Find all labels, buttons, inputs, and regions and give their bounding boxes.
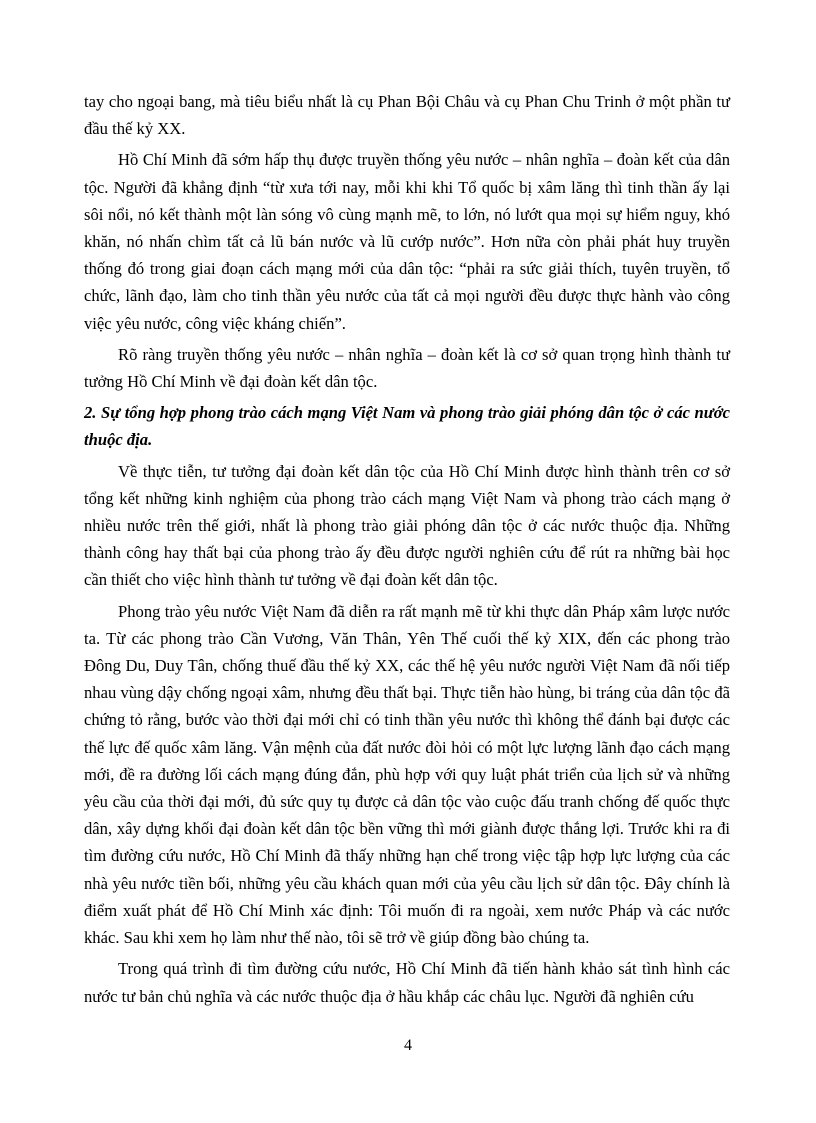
page-number: 4: [404, 1037, 412, 1054]
document-body: [84, 88, 730, 1014]
paragraph-practice: Về thực tiễn, tư tưởng đại đoàn kết dân tộc của Hồ Chí Minh được hình thành trên cơ sở tổng kết những kinh nghiệm của phong trào cách mạng Việt Nam và phong trào cách mạng ở nhiều nước trên thế giới, nhất là phong trào giải phóng dân tộc ở các nước thuộc địa. Những thành công hay thất bại của phong trào ấy đều được người nghiên cứu để rút ra những bài học cần thiết cho việc hình thành tư tưởng về đại đoàn kết dân tộc.: [84, 461, 730, 590]
paragraph-conclusion: Rõ ràng truyền thống yêu nước – nhân nghĩa – đoàn kết là cơ sở quan trọng hình thành tư tưởng Hồ Chí Minh về đại đoàn kết dân tộc.: [84, 344, 730, 392]
section-heading: 2. Sự tổng hợp phong trào cách mạng Việt Nam và phong trào giải phóng dân tộc ở các nước thuộc địa.: [84, 403, 730, 450]
paragraph-movement: Phong trào yêu nước Việt Nam đã diễn ra rất mạnh mẽ từ khi thực dân Pháp xâm lược nước ta. Từ các phong trào Cần Vương, Văn Thân, Yên Thế cuối thế kỷ XIX, đến các phong trào Đông Du, Duy Tân, chống thuế đầu thế kỷ XX, các thế hệ yêu nước người Việt Nam đã nối tiếp nhau vùng dậy chống ngoại xâm, nhưng đều thất bại. Thực tiễn hào hùng, bi tráng của dân tộc đã chứng tỏ rằng, bước vào thời đại mới chỉ có tinh thần yêu nước thì không thể đánh bại được các thế lực đế quốc xâm lăng. Vận mệnh của đất nước đòi hỏi có một lực lượng lãnh đạo cách mạng mới, đề ra đường lối cách mạng đúng đắn, phù hợp với quy luật phát triển của lịch sử và những yêu cầu của thời đại mới, đủ sức quy tụ được cả dân tộc vào cuộc đấu tranh chống đế quốc thực dân, xây dựng khối đại đoàn kết dân tộc bền vững thì mới giành được thắng lợi. Trước khi ra đi tìm đường cứu nước, Hồ Chí Minh đã thấy những hạn chế trong việc tập hợp lực lượng của các nhà yêu nước tiền bối, những yêu cầu khách quan mới của yêu cầu lịch sử dân tộc. Đây chính là điểm xuất phát để Hồ Chí Minh xác định: Tôi muốn đi ra ngoài, xem nước Pháp và các nước khác. Sau khi xem họ làm như thế nào, tôi sẽ trở về giúp đồng bào chúng ta.: [84, 601, 730, 948]
paragraph-journey: Trong quá trình đi tìm đường cứu nước, Hồ Chí Minh đã tiến hành khảo sát tình hình các nước tư bản chủ nghĩa và các nước thuộc địa ở hầu khắp các châu lục. Người đã nghiên cứu: [84, 959, 730, 1006]
paragraph-tradition: Hồ Chí Minh đã sớm hấp thụ được truyền thống yêu nước – nhân nghĩa – đoàn kết của dân tộc. Người đã khẳng định “từ xưa tới nay, mỗi khi khi Tổ quốc bị xâm lăng thì tinh thần ấy lại sôi nổi, nó kết thành một làn sóng vô cùng mạnh mẽ, to lớn, nó lướt qua mọi sự hiểm nguy, khó khăn, nó nhấn chìm tất cả lũ bán nước và lũ cướp nước”. Hơn nữa còn phải phát huy truyền thống đó trong giai đoạn cách mạng mới của dân tộc: “phải ra sức giải thích, tuyên truyền, tổ chức, lãnh đạo, làm cho tinh thần yêu nước của tất cả mọi người đều được thực hành vào công việc yêu nước, công việc kháng chiến”.: [84, 150, 730, 333]
paragraph-continuation: tay cho ngoại bang, mà tiêu biểu nhất là cụ Phan Bội Châu và cụ Phan Chu Trinh ở một phần tư đầu thế kỷ XX.: [84, 92, 730, 139]
